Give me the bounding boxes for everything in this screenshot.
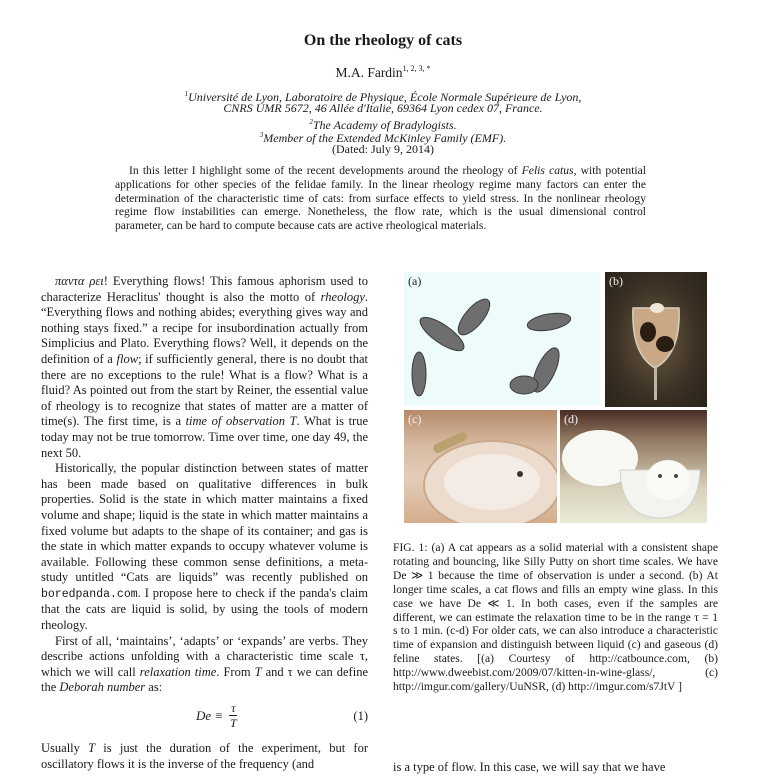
- text-run: First of all, ‘maintains’, ‘adapts’ or ‘expands’ are verbs. They describe actions unfolding with a characteristic time scale τ, which we will call: [41, 633, 368, 679]
- equation-deborah: [41, 699, 368, 737]
- text-run: as:: [145, 680, 163, 695]
- cat-in-sink-image: [404, 410, 557, 523]
- affiliation-text: CNRS UMR 5672, 46 Allée d'Italie, 69364 Lyon cedex 07, France.: [223, 101, 543, 115]
- left-column: [41, 274, 368, 772]
- equation-fraction: [229, 701, 237, 731]
- text-run: . From: [216, 664, 255, 679]
- figure-panel-b: [605, 272, 707, 407]
- author-affiliation-marks: 1, 2, 3, *: [402, 64, 431, 73]
- text-run: . “Everything flows and nothing abides; everything gives way and nothing stays fixed.” a recipe for insubordination actually from Simplicius and Plato. Everything flows? Well, it depends on the definition of a: [41, 289, 368, 366]
- author-line: [0, 64, 766, 81]
- cat-eye: [658, 474, 662, 478]
- cat-in-bowl-image: [560, 410, 707, 523]
- emphasis: flow: [116, 351, 139, 366]
- kitten-patch: [656, 336, 674, 352]
- equation-lhs: De ≡: [196, 708, 224, 724]
- greek-aphorism: παντα ρει: [55, 274, 104, 288]
- cat-silhouette: [510, 376, 538, 394]
- cat-silhouette: [526, 310, 572, 333]
- bouncing-cats-image: [404, 272, 600, 406]
- website-reference: boredpanda.com: [41, 587, 138, 601]
- text-run: ; if sufficiently general, there is no doubt that there are no exceptions to the rule! What is a flow? What is a fluid? As pointed out from the start by Reiner, the essential value of rheology is to recognize that states of matter are a matter of time(s). The first time, is a: [41, 351, 368, 429]
- author-name: M.A. Fardin: [335, 65, 403, 80]
- cat-eye: [517, 471, 523, 477]
- cat-head: [646, 460, 690, 500]
- paragraph-3: [41, 634, 368, 696]
- species-name: Felis catus: [521, 164, 574, 177]
- wine-glass-bowl: [633, 308, 679, 368]
- panel-label-a: (a): [408, 274, 422, 288]
- right-column-text: is a type of flow. In this case, we will say that we have: [393, 760, 666, 774]
- emphasis: time of observation T: [185, 414, 297, 429]
- cat-eye: [674, 474, 678, 478]
- panel-label-c: (c): [408, 412, 422, 426]
- affiliation-text: The Academy of Bradylogists.: [312, 118, 457, 132]
- figure-1: [404, 272, 707, 524]
- emphasis: Deborah number: [59, 680, 146, 695]
- paragraph-4: [41, 741, 368, 772]
- equation-body: [196, 701, 237, 731]
- text-run: . What is true today may not be true tomorrow. Time over time, one day 49, the next 50.: [41, 414, 369, 460]
- kitten-wine-glass-image: [605, 272, 707, 407]
- equation-number: (1): [353, 709, 368, 724]
- math-symbol: T: [88, 741, 96, 756]
- cat-silhouette: [453, 294, 495, 339]
- emphasis: relaxation time: [139, 664, 217, 679]
- denominator: T: [229, 716, 237, 731]
- paper-title: On the rheology of cats: [303, 32, 463, 49]
- wine-glass-stem: [654, 368, 657, 400]
- kitten-ear: [650, 303, 664, 313]
- affiliation-text: Université de Lyon, Laboratoire de Physique, École Normale Supérieure de Lyon,: [188, 90, 582, 104]
- math-symbol: T: [254, 664, 262, 679]
- numerator: τ: [231, 701, 236, 716]
- text-run: . I propose here to check if the panda's claim that the cats are liquid is solid, by using the tools of modern rheology.: [41, 585, 368, 633]
- abstract-text: In this letter I highlight some of the recent developments around the rheology of: [129, 164, 522, 177]
- kitten-patch: [640, 322, 656, 342]
- affiliation-mark: 3: [259, 131, 264, 139]
- affiliation-text: Member of the Extended McKinley Family (EMF).: [263, 131, 507, 145]
- figure-caption: FIG. 1: (a) A cat appears as a solid material with a consistent shape rotating and bouncing, like Silly Putty on short time scales. We have De ≫ 1 because the time of observation is under a second. (b) At longer time scales, a cat flows and fills an empty wine glass. In this case we have De ≪ 1. In both cases, even if the samples are different, we can estimate the relaxation time to be in the range τ = 1 s to 1 min. (c-d) For older cats, we can also introduce a characteristic time of expansion and distinguish between liquid (c) and gaseous (d) feline states. [(a) Courtesy of http://catbounce.com, (b) http://www.dweebist.com/2009/07/kitten-in-wine-glass/, (c) http://imgur.com/gallery/UuNSR, (d) http://imgur.com/s7JtV ]: [393, 541, 718, 694]
- text-run: Usually: [41, 741, 89, 756]
- panel-label-b: (b): [609, 274, 623, 288]
- affiliation-mark: 1: [184, 90, 189, 98]
- figure-panel-d: [560, 410, 707, 523]
- affiliation-1-cont: [0, 101, 766, 115]
- paragraph-1: [41, 274, 368, 461]
- text-run: is just the duration of the experiment, but for oscillatory flows it is the inverse of the frequency (and: [41, 741, 368, 771]
- figure-panel-c: [404, 410, 557, 523]
- cat-fur: [444, 454, 540, 510]
- abstract-text: , with potential applications for other species of the felidae family. In the linear rheology regime many factors can enter the determination of the characteristic time of cats: from surface effects to yield stress. In the nonlinear rheology regime flow instabilities can emerge. Nonetheless, the flow rate, which is the usual dimensional control parameter, can be hard to compute because cats are active rheological materials.: [115, 164, 647, 233]
- date-line: (Dated: July 9, 2014): [332, 142, 434, 156]
- figure-panel-a: [404, 272, 600, 406]
- panel-label-d: (d): [564, 412, 578, 426]
- text-run: Historically, the popular distinction between states of matter has been made based on qualitative differences in bulk properties. Solid is the state in which matter maintains a fixed volume and shape; liquid is the state in which matter maintains a fixed volume but adapts to the shape of its container; and gas is the state in which matter expands to occupy whatever volume is available. Following these common sense definitions, a meta-study untitled “Cats are liquids” was recently published on: [41, 461, 368, 585]
- emphasis: rheology: [320, 289, 365, 304]
- text-run: and τ we can define the: [41, 664, 368, 695]
- cat-silhouette: [412, 352, 426, 396]
- affiliation-mark: 2: [309, 118, 313, 126]
- text-run: ! Everything flows! This famous aphorism used to characterize Heraclitus' thought is also the motto of: [41, 274, 368, 304]
- paragraph-2: [41, 461, 368, 634]
- abstract: [115, 164, 646, 233]
